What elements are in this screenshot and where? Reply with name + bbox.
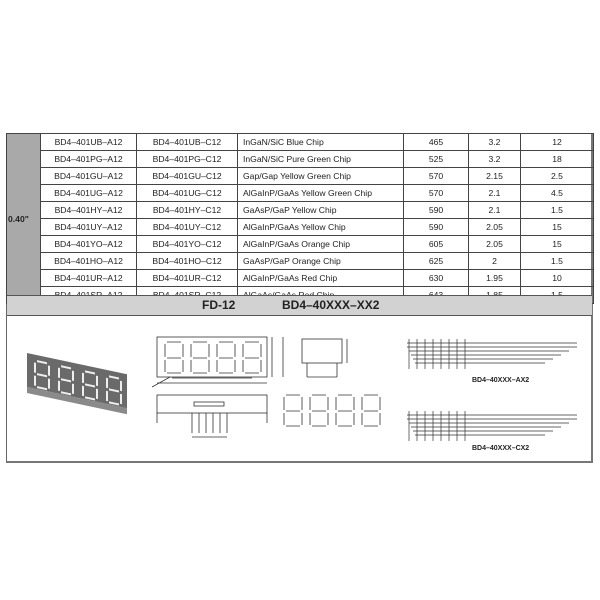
chip-cell: InGaN/SiC Blue Chip — [238, 134, 404, 151]
cathode-cell: BD4–401HO–C12 — [137, 253, 238, 270]
vf-cell: 1.95 — [469, 270, 521, 287]
iv-cell: 15 — [521, 219, 594, 236]
table-row — [7, 270, 594, 287]
model-label: BD4–40XXX–XX2 — [282, 298, 380, 312]
product-photo — [27, 353, 127, 414]
side-view — [302, 339, 347, 377]
anode-cell: BD4–401GU–A12 — [41, 168, 137, 185]
vf-cell: 3.2 — [469, 151, 521, 168]
iv-cell: 15 — [521, 236, 594, 253]
chip-cell: AlGaInP/GaAs Red Chip — [238, 270, 404, 287]
package-band — [7, 295, 592, 316]
table-row — [7, 236, 594, 253]
wavelength-cell: 465 — [404, 134, 469, 151]
cathode-cell: BD4–401UY–C12 — [137, 219, 238, 236]
wavelength-cell: 590 — [404, 219, 469, 236]
chip-cell: Gap/Gap Yellow Green Chip — [238, 168, 404, 185]
iv-cell: 10 — [521, 270, 594, 287]
cathode-cell: BD4–401UG–C12 — [137, 185, 238, 202]
front-view — [152, 337, 283, 387]
iv-cell: 18 — [521, 151, 594, 168]
schematic-a-caption: BD4–40XXX–AX2 — [472, 377, 530, 384]
chip-cell: AlGaInP/GaAs Orange Chip — [238, 236, 404, 253]
wavelength-cell: 570 — [404, 185, 469, 202]
wavelength-cell: 525 — [404, 151, 469, 168]
vf-cell: 2 — [469, 253, 521, 270]
cathode-cell: BD4–401GU–C12 — [137, 168, 238, 185]
bottom-view — [157, 395, 267, 437]
vf-cell: 2.15 — [469, 168, 521, 185]
anode-cell: BD4–401UR–A12 — [41, 270, 137, 287]
iv-cell: 12 — [521, 134, 594, 151]
cathode-cell: BD4–401UR–C12 — [137, 270, 238, 287]
anode-cell: BD4–401UG–A12 — [41, 185, 137, 202]
chip-cell: GaAsP/GaP Orange Chip — [238, 253, 404, 270]
anode-cell: BD4–401UB–A12 — [41, 134, 137, 151]
iv-cell: 1.5 — [521, 202, 594, 219]
table-row — [7, 168, 594, 185]
segment-diagram — [284, 395, 380, 426]
anode-cell: BD4–401UY–A12 — [41, 219, 137, 236]
size-cell: 0.40" — [7, 134, 41, 304]
table-row — [7, 151, 594, 168]
anode-cell: BD4–401HO–A12 — [41, 253, 137, 270]
table-row — [7, 202, 594, 219]
iv-cell: 1.5 — [521, 253, 594, 270]
iv-cell: 2.5 — [521, 168, 594, 185]
wavelength-cell: 605 — [404, 236, 469, 253]
spec-table — [6, 133, 594, 304]
chip-cell: AlGaInP/GaAs Yellow Chip — [238, 219, 404, 236]
cathode-cell: BD4–401YO–C12 — [137, 236, 238, 253]
chip-cell: AlGaInP/GaAs Yellow Green Chip — [238, 185, 404, 202]
vf-cell: 3.2 — [469, 134, 521, 151]
table-row — [7, 185, 594, 202]
drawing-area — [7, 315, 592, 461]
anode-cell: BD4–401YO–A12 — [41, 236, 137, 253]
wavelength-cell: 570 — [404, 168, 469, 185]
schematic-a — [407, 339, 577, 369]
schematic-c-caption: BD4–40XXX–CX2 — [472, 445, 530, 452]
cathode-cell: BD4–401HY–C12 — [137, 202, 238, 219]
iv-cell: 4.5 — [521, 185, 594, 202]
vf-cell: 2.05 — [469, 236, 521, 253]
cathode-cell: BD4–401UB–C12 — [137, 134, 238, 151]
vf-cell: 2.1 — [469, 185, 521, 202]
chip-cell: GaAsP/GaP Yellow Chip — [238, 202, 404, 219]
anode-cell: BD4–401PG–A12 — [41, 151, 137, 168]
wavelength-cell: 630 — [404, 270, 469, 287]
table-row — [7, 219, 594, 236]
dimension-drawing — [7, 315, 592, 461]
wavelength-cell: 590 — [404, 202, 469, 219]
chip-cell: InGaN/SiC Pure Green Chip — [238, 151, 404, 168]
cathode-cell: BD4–401PG–C12 — [137, 151, 238, 168]
package-label: FD-12 — [202, 298, 236, 312]
table-row — [7, 253, 594, 270]
vf-cell: 2.05 — [469, 219, 521, 236]
table-row — [7, 134, 594, 151]
schematic-c — [407, 411, 577, 441]
anode-cell: BD4–401HY–A12 — [41, 202, 137, 219]
vf-cell: 2.1 — [469, 202, 521, 219]
wavelength-cell: 625 — [404, 253, 469, 270]
